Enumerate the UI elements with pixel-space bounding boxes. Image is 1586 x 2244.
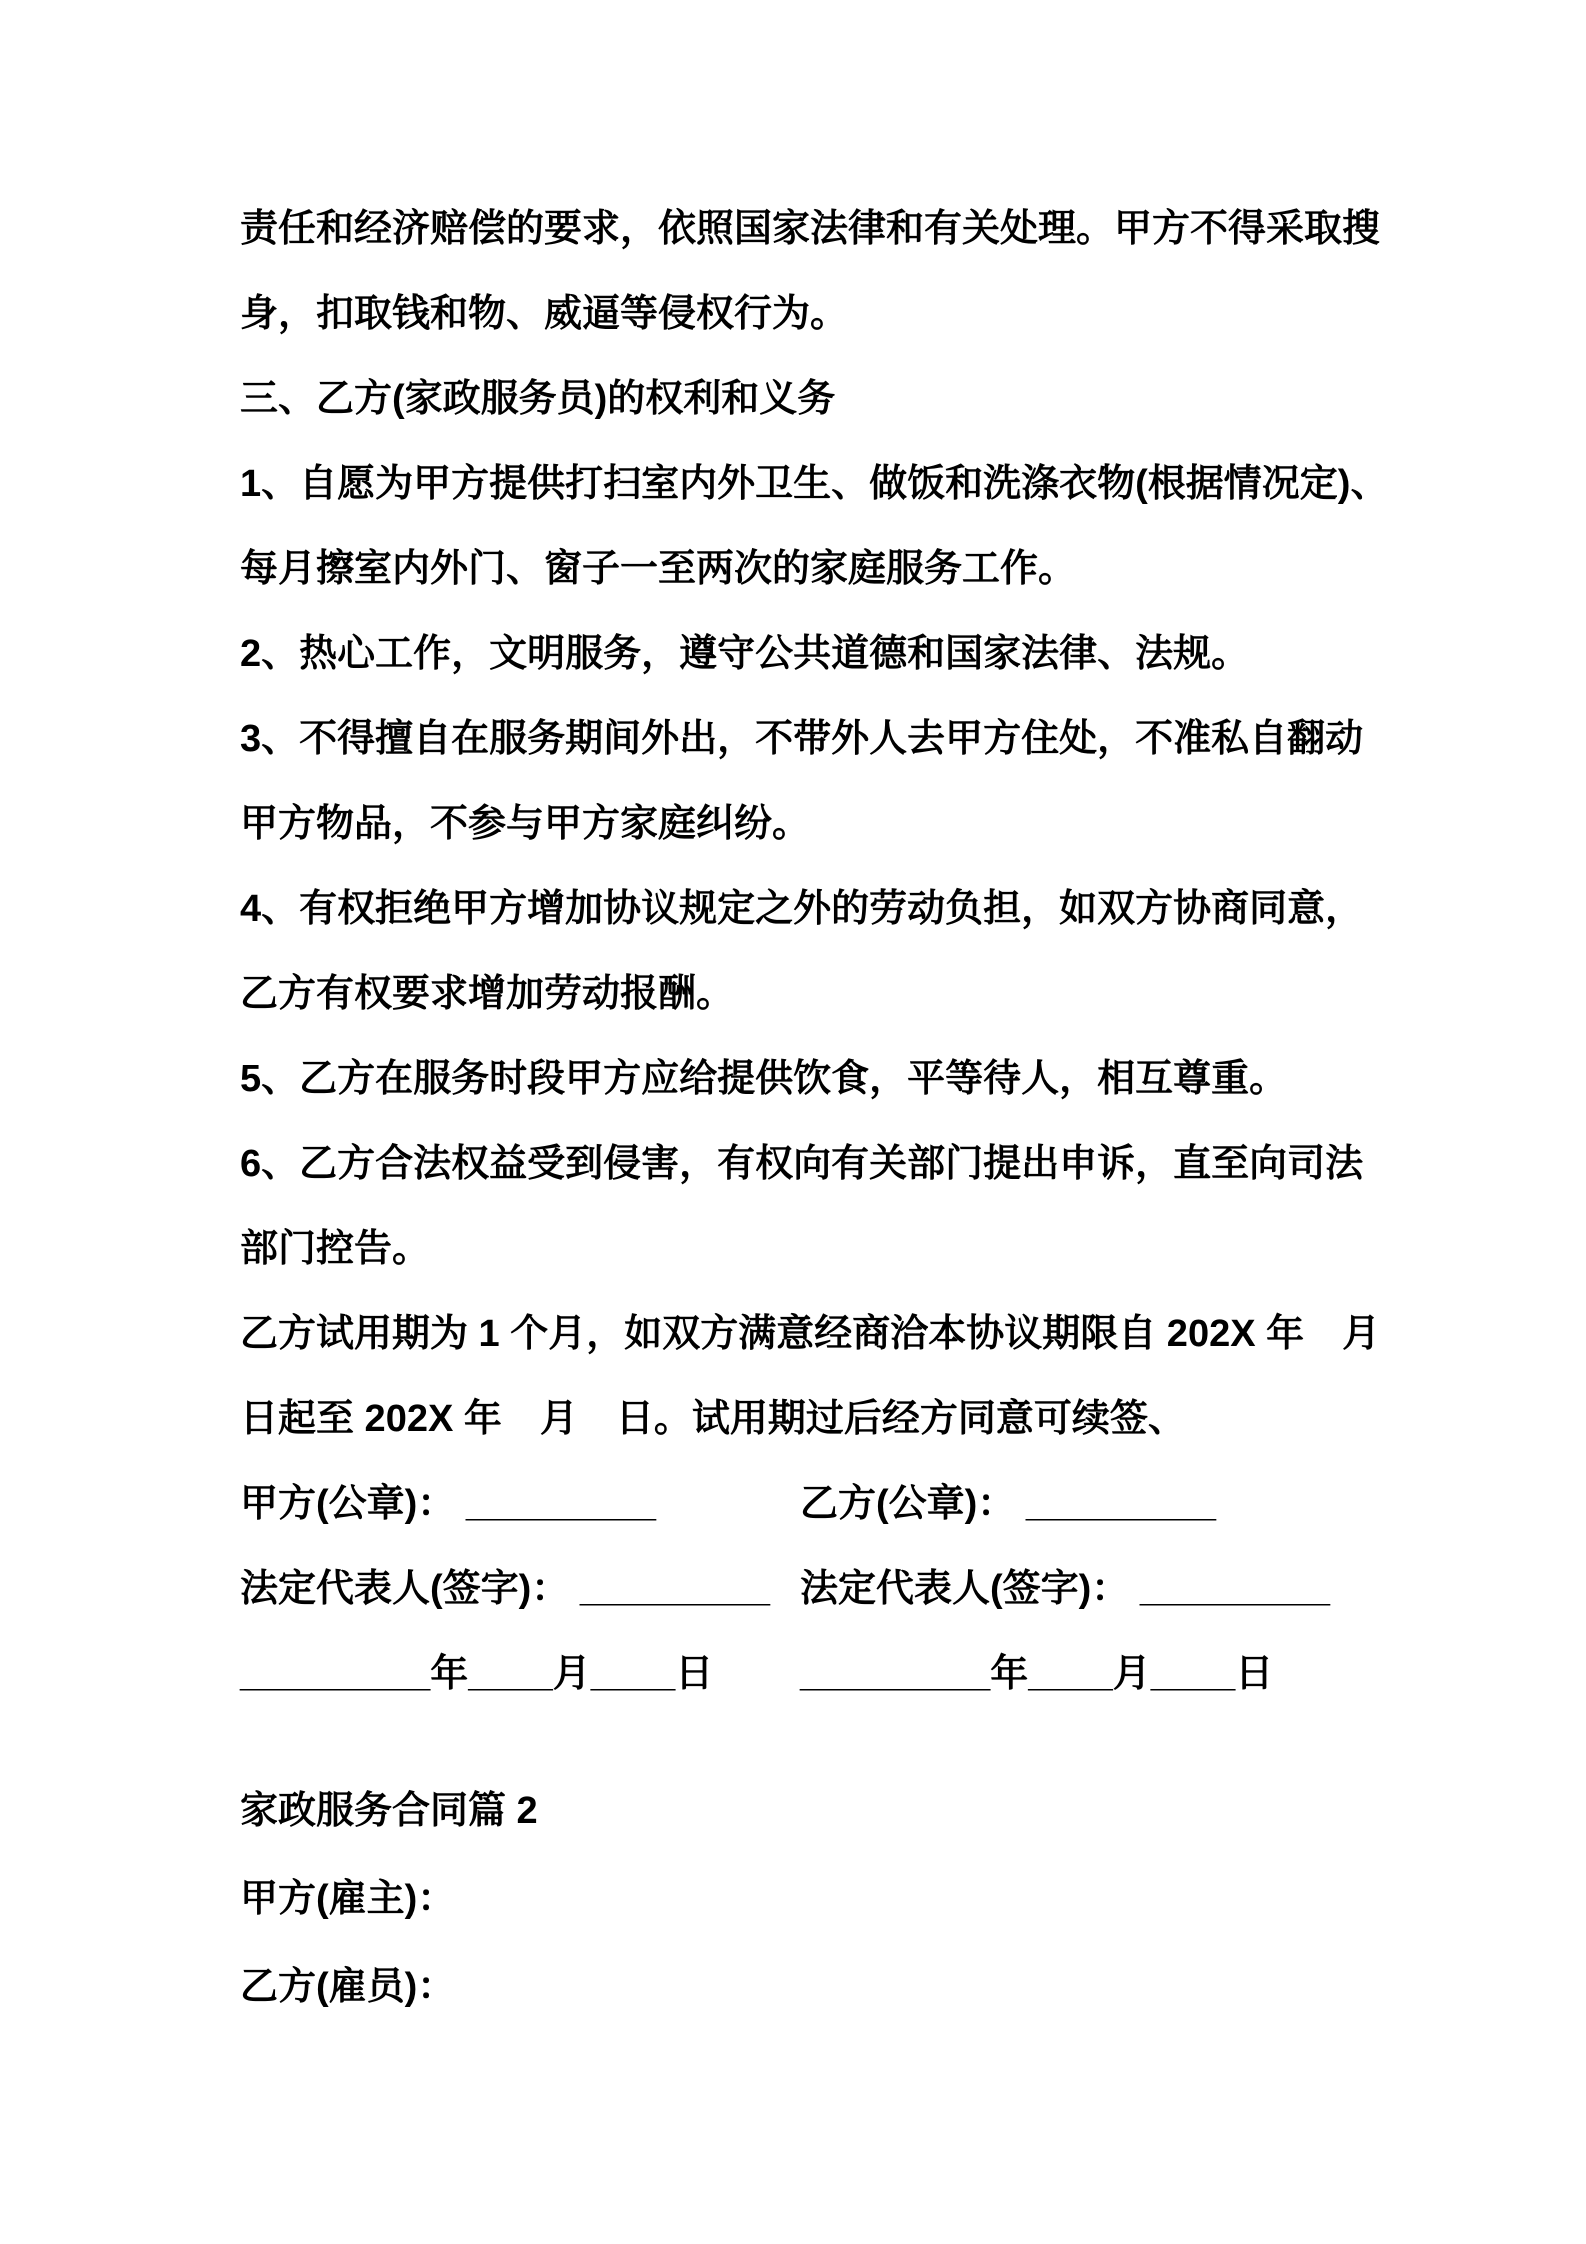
section-heading-party-b-rights: 三、乙方(家政服务员)的权利和义务	[240, 378, 836, 420]
probation-clause-line: 乙方试用期为 1 个月，如双方满意经商洽本协议期限自 202X 年 月	[240, 1313, 1381, 1355]
contract-line: 责任和经济赔偿的要求，依照国家法律和有关处理。甲方不得采取搜	[240, 208, 1381, 250]
contract-item-6: 6、乙方合法权益受到侵害，有权向有关部门提出申诉，直至向司法	[240, 1143, 1364, 1185]
party-b-seal-line: 乙方(公章)： _________	[800, 1483, 1217, 1525]
party-a-date-line: _________年____月____日	[240, 1653, 714, 1695]
contract-item-5: 5、乙方在服务时段甲方应给提供饮食，平等待人，相互尊重。	[240, 1058, 1288, 1100]
section2-title: 家政服务合同篇 2	[240, 1790, 538, 1832]
signature-row-seal	[240, 1462, 1466, 1547]
party-b-representative-line: 法定代表人(签字)： _________	[800, 1568, 1331, 1610]
contract-item-1-cont: 每月擦室内外门、窗子一至两次的家庭服务工作。	[240, 548, 1077, 590]
contract-item-3: 3、不得擅自在服务期间外出，不带外人去甲方住处，不准私自翻动	[240, 718, 1364, 760]
contract-item-2: 2、热心工作，文明服务，遵守公共道德和国家法律、法规。	[240, 633, 1250, 675]
party-a-employer-line: 甲方(雇主)：	[240, 1878, 456, 1920]
signature-row-date	[240, 1632, 1466, 1717]
contract-item-3-cont: 甲方物品，不参与甲方家庭纠纷。	[240, 803, 811, 845]
contract-item-1: 1、自愿为甲方提供打扫室内外卫生、做饭和洗涤衣物(根据情况定)、	[240, 463, 1389, 505]
contract-section-2	[240, 1767, 1466, 2031]
contract-item-6-cont: 部门控告。	[240, 1228, 431, 1270]
party-a-seal-line: 甲方(公章)： _________	[240, 1483, 657, 1525]
contract-item-4-cont: 乙方有权要求增加劳动报酬。	[240, 973, 735, 1015]
party-a-representative-line: 法定代表人(签字)： _________	[240, 1568, 771, 1610]
probation-clause-line-cont: 日起至 202X 年 月 日。试用期过后经方同意可续签、	[240, 1398, 1186, 1440]
party-b-date-line: _________年____月____日	[800, 1653, 1274, 1695]
contract-line: 身，扣取钱和物、威逼等侵权行为。	[240, 293, 849, 335]
party-b-employee-line: 乙方(雇员)：	[240, 1966, 456, 2008]
signature-row-representative	[240, 1547, 1466, 1632]
contract-item-4: 4、有权拒绝甲方增加协议规定之外的劳动负担，如双方协商同意，	[240, 888, 1364, 930]
